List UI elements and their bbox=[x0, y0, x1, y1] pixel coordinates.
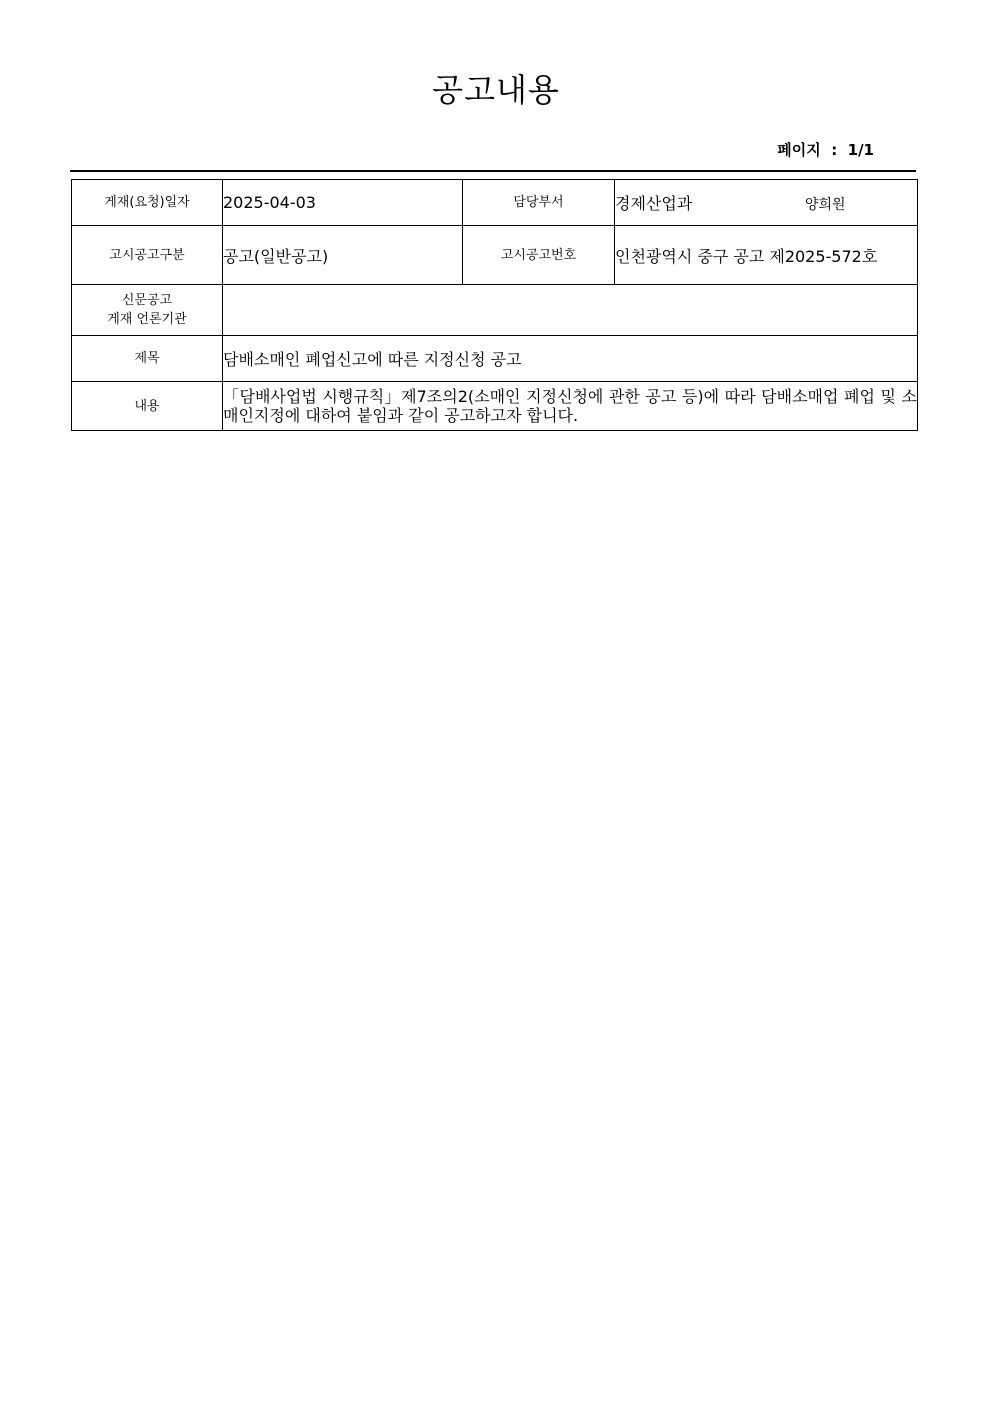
department-value: 경제산업과 bbox=[615, 194, 693, 213]
newspaper-label-line1: 신문공고 bbox=[121, 293, 173, 308]
page-title: 공고내용 bbox=[432, 71, 560, 109]
newspaper-value bbox=[223, 285, 918, 336]
content-label: 내용 bbox=[72, 382, 223, 431]
publish-date-value: 2025-04-03 bbox=[223, 180, 463, 226]
publish-date-label: 게재(요청)일자 bbox=[72, 180, 223, 226]
newspaper-label-line2: 게재 언론기관 bbox=[107, 312, 187, 327]
category-value: 공고(일반공고) bbox=[223, 226, 463, 285]
category-label: 고시공고구분 bbox=[72, 226, 223, 285]
department-person: 양희원 bbox=[805, 197, 846, 213]
page-number: 페이지 : 1/1 bbox=[777, 141, 874, 159]
department-cell bbox=[615, 180, 918, 226]
notice-number-label: 고시공고번호 bbox=[463, 226, 615, 285]
content-value: 「담배사업법 시행규칙」제7조의2(소매인 지정신청에 관한 공고 등)에 따라 담배소매업 폐업 및 소매인지정에 대하여 붙임과 같이 공고하고자 합니다. bbox=[223, 382, 918, 431]
newspaper-label bbox=[72, 285, 223, 336]
table-row bbox=[72, 382, 918, 431]
department-label: 담당부서 bbox=[463, 180, 615, 226]
table-row bbox=[72, 226, 918, 285]
subject-label: 제목 bbox=[72, 336, 223, 382]
table-row bbox=[72, 285, 918, 336]
table-row bbox=[72, 336, 918, 382]
header-divider bbox=[70, 170, 916, 172]
notice-info-table bbox=[71, 179, 918, 431]
notice-number-value: 인천광역시 중구 공고 제2025-572호 bbox=[615, 226, 918, 285]
subject-value: 담배소매인 폐업신고에 따른 지정신청 공고 bbox=[223, 336, 918, 382]
table-row bbox=[72, 180, 918, 226]
